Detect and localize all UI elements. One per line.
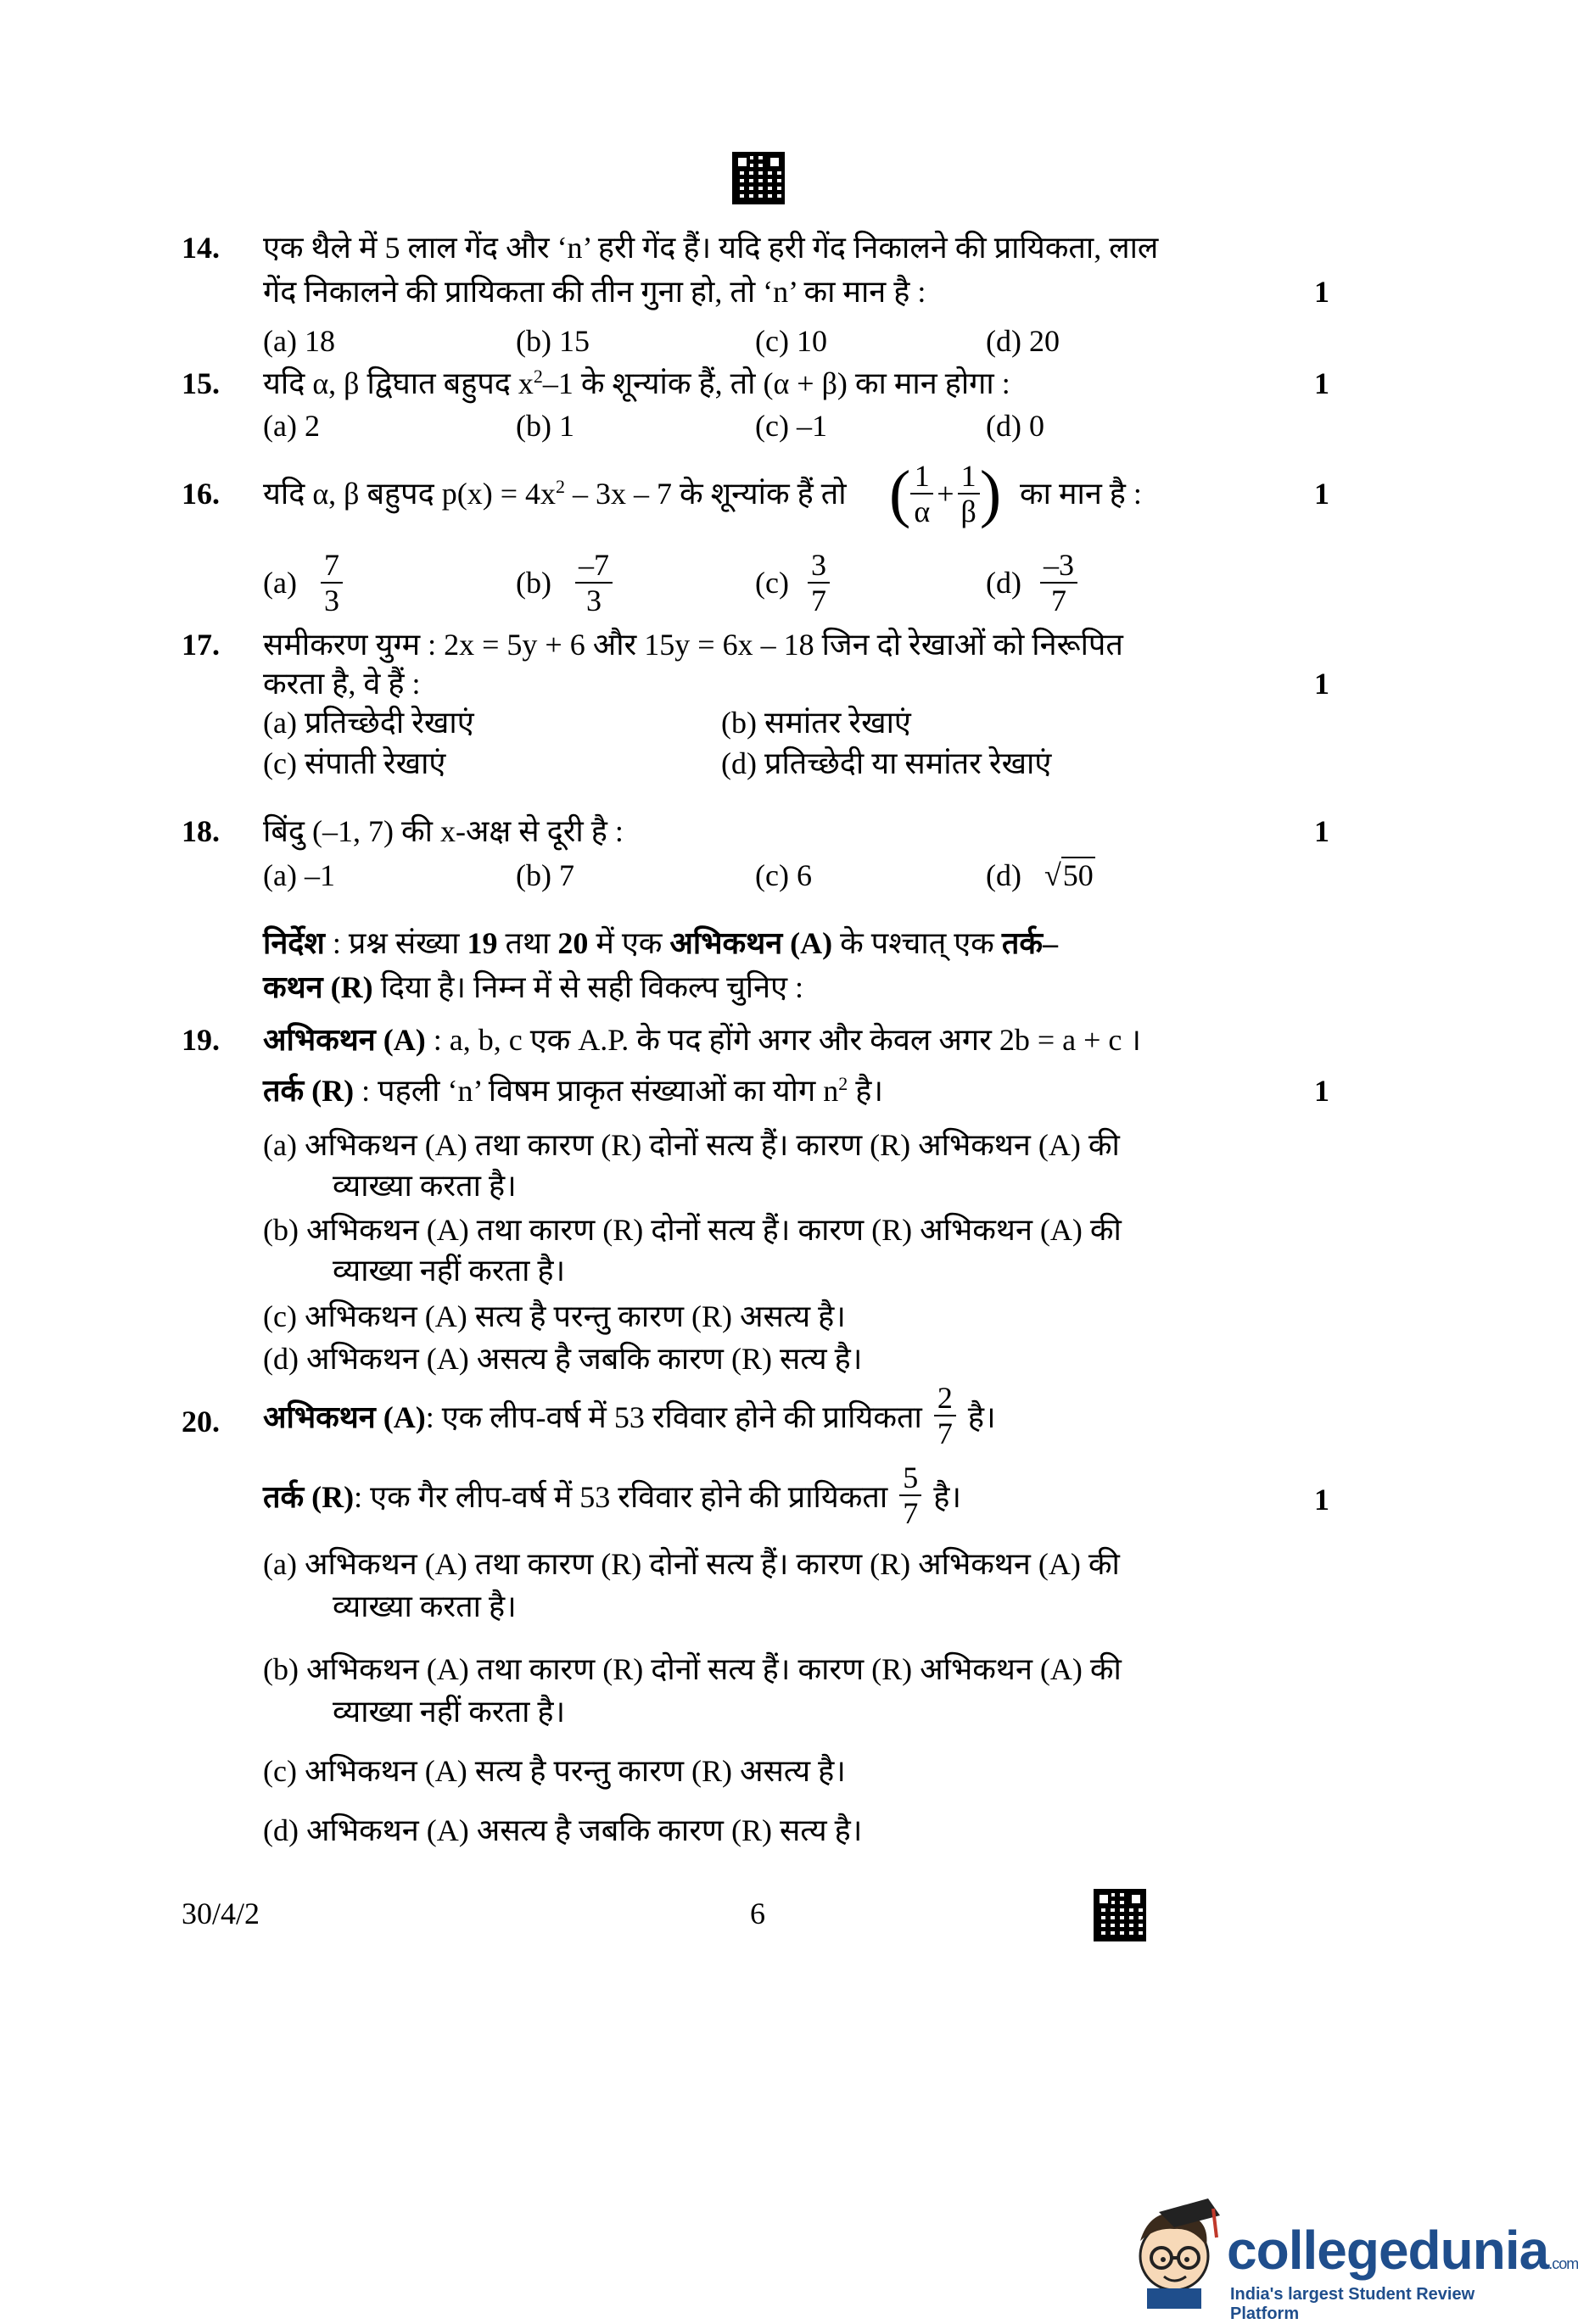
paper-code: 30/4/2 <box>182 1897 260 1930</box>
question-text: समीकरण युग्म : 2x = 5y + 6 और 15y = 6x – 18 जिन दो रेखाओं को निरूपित <box>263 628 1123 662</box>
marks: 1 <box>1314 814 1329 848</box>
question-text: का मान है : <box>1020 477 1142 511</box>
marks: 1 <box>1314 667 1329 701</box>
question-number: 16. <box>182 477 220 511</box>
option: (b) $\frac{-7}{3}$ <box>516 548 613 617</box>
option: (a) $\frac{7}{3}$ <box>263 548 343 617</box>
option: (c) अभिकथन (A) सत्य है परन्तु कारण (R) असत्य है। <box>263 1299 846 1333</box>
option: (b) अभिकथन (A) तथा कारण (R) दोनों सत्य हैं। कारण (R) अभिकथन (A) की <box>263 1652 1122 1686</box>
option: (a) 2 <box>263 409 320 443</box>
brand-name: collegedunia.com <box>1227 2220 1578 2281</box>
option: (a) 18 <box>263 324 335 358</box>
question-text: यदि α, β द्विघात बहुपद $x^2-1$ के शून्यांक हैं, तो (α + β) का मान होगा : <box>263 366 1010 400</box>
question-number: 19. <box>182 1023 220 1057</box>
marks: 1 <box>1314 275 1329 309</box>
option: (a) –1 <box>263 858 335 892</box>
page-number: 6 <box>750 1897 765 1930</box>
instruction-text: कथन (R) दिया है। निम्न में से सही विकल्प चुनिए : <box>263 970 804 1004</box>
option: (d) अभिकथन (A) असत्य है जबकि कारण (R) सत्य है। <box>263 1342 863 1376</box>
option: (d) प्रतिच्छेदी या समांतर रेखाएं <box>721 746 1052 780</box>
option: (c) 10 <box>755 324 827 358</box>
question-number: 18. <box>182 814 220 848</box>
question-number: 20. <box>182 1405 220 1439</box>
option: (d) √50 <box>986 858 1094 892</box>
option: (a) अभिकथन (A) तथा कारण (R) दोनों सत्य हैं। कारण (R) अभिकथन (A) की <box>263 1128 1120 1162</box>
option: (b) समांतर रेखाएं <box>721 706 911 740</box>
question-number: 14. <box>182 231 220 265</box>
question-text: यदि α, β बहुपद $p(x) = 4x^2 - 3x - 7$ के शून्यांक हैं तो <box>263 476 847 511</box>
question-number: 15. <box>182 366 220 400</box>
option: (c) –1 <box>755 409 827 443</box>
mascot-icon <box>1125 2190 1227 2309</box>
brand-tagline: India's largest Student Review Platform <box>1230 2285 1475 2323</box>
option: (d) $\frac{-3}{7}$ <box>986 548 1077 617</box>
qr-code-icon <box>1096 1891 1144 1939</box>
option: (c) 6 <box>755 858 812 892</box>
question-text: गेंद निकालने की प्रायिकता की तीन गुना हो, तो ‘n’ का मान है : <box>263 275 926 309</box>
option: (b) 15 <box>516 324 590 358</box>
option: (a) प्रतिच्छेदी रेखाएं <box>263 706 474 740</box>
option: (b) 7 <box>516 858 574 892</box>
question-text: बिंदु (–1, 7) की x-अक्ष से दूरी है : <box>263 814 624 848</box>
assertion-text: अभिकथन (A) : a, b, c एक A.P. के पद होंगे अगर और केवल अगर 2b = a + c । <box>263 1023 1142 1057</box>
option: व्याख्या नहीं करता है। <box>333 1254 566 1288</box>
reason-text: तर्क (R) : एक गैर लीप-वर्ष में 53 रविवार होने की प्रायिकता $\frac{5}{7}$ है। <box>263 1461 962 1530</box>
option: व्याख्या नहीं करता है। <box>333 1695 566 1729</box>
option: (c) अभिकथन (A) सत्य है परन्तु कारण (R) असत्य है। <box>263 1754 846 1788</box>
option: व्याख्या करता है। <box>333 1589 517 1623</box>
marks: 1 <box>1314 366 1329 400</box>
question-text: करता है, वे हैं : <box>263 667 421 701</box>
reason-text: तर्क (R) : पहली ‘n’ विषम प्राकृत संख्याओं का योग $n^2$ है। <box>263 1073 884 1108</box>
sqrt-expression: √50 <box>1044 858 1094 892</box>
option: (c) $\frac{3}{7}$ <box>755 548 830 617</box>
marks: 1 <box>1314 1074 1329 1108</box>
question-text: एक थैले में 5 लाल गेंद और ‘n’ हरी गेंद हैं। यदि हरी गेंद निकालने की प्रायिकता, लाल <box>263 231 1159 265</box>
option: (c) संपाती रेखाएं <box>263 746 446 780</box>
assertion-text: अभिकथन (A) : एक लीप-वर्ष में 53 रविवार होने की प्रायिकता $\frac{2}{7}$ है। <box>263 1381 996 1450</box>
option: (d) अभिकथन (A) असत्य है जबकि कारण (R) सत्य है। <box>263 1813 863 1847</box>
option: (d) 20 <box>986 324 1060 358</box>
option: (b) 1 <box>516 409 574 443</box>
question-number: 17. <box>182 628 220 662</box>
option: (b) अभिकथन (A) तथा कारण (R) दोनों सत्य हैं। कारण (R) अभिकथन (A) की <box>263 1213 1122 1247</box>
instruction-text: निर्देश : प्रश्न संख्या 19 तथा 20 में एक अभिकथन (A) के पश्चात् एक तर्क– <box>263 926 1058 960</box>
option: (d) 0 <box>986 409 1044 443</box>
qr-code-icon <box>735 154 782 202</box>
marks: 1 <box>1314 1483 1329 1517</box>
option: व्याख्या करता है। <box>333 1169 517 1203</box>
option: (a) अभिकथन (A) तथा कारण (R) दोनों सत्य हैं। कारण (R) अभिकथन (A) की <box>263 1547 1120 1581</box>
fraction-expression: ( $\frac{1}{\alpha}$ + $\frac{1}{\beta}$ ) <box>889 458 1002 529</box>
marks: 1 <box>1314 477 1329 511</box>
